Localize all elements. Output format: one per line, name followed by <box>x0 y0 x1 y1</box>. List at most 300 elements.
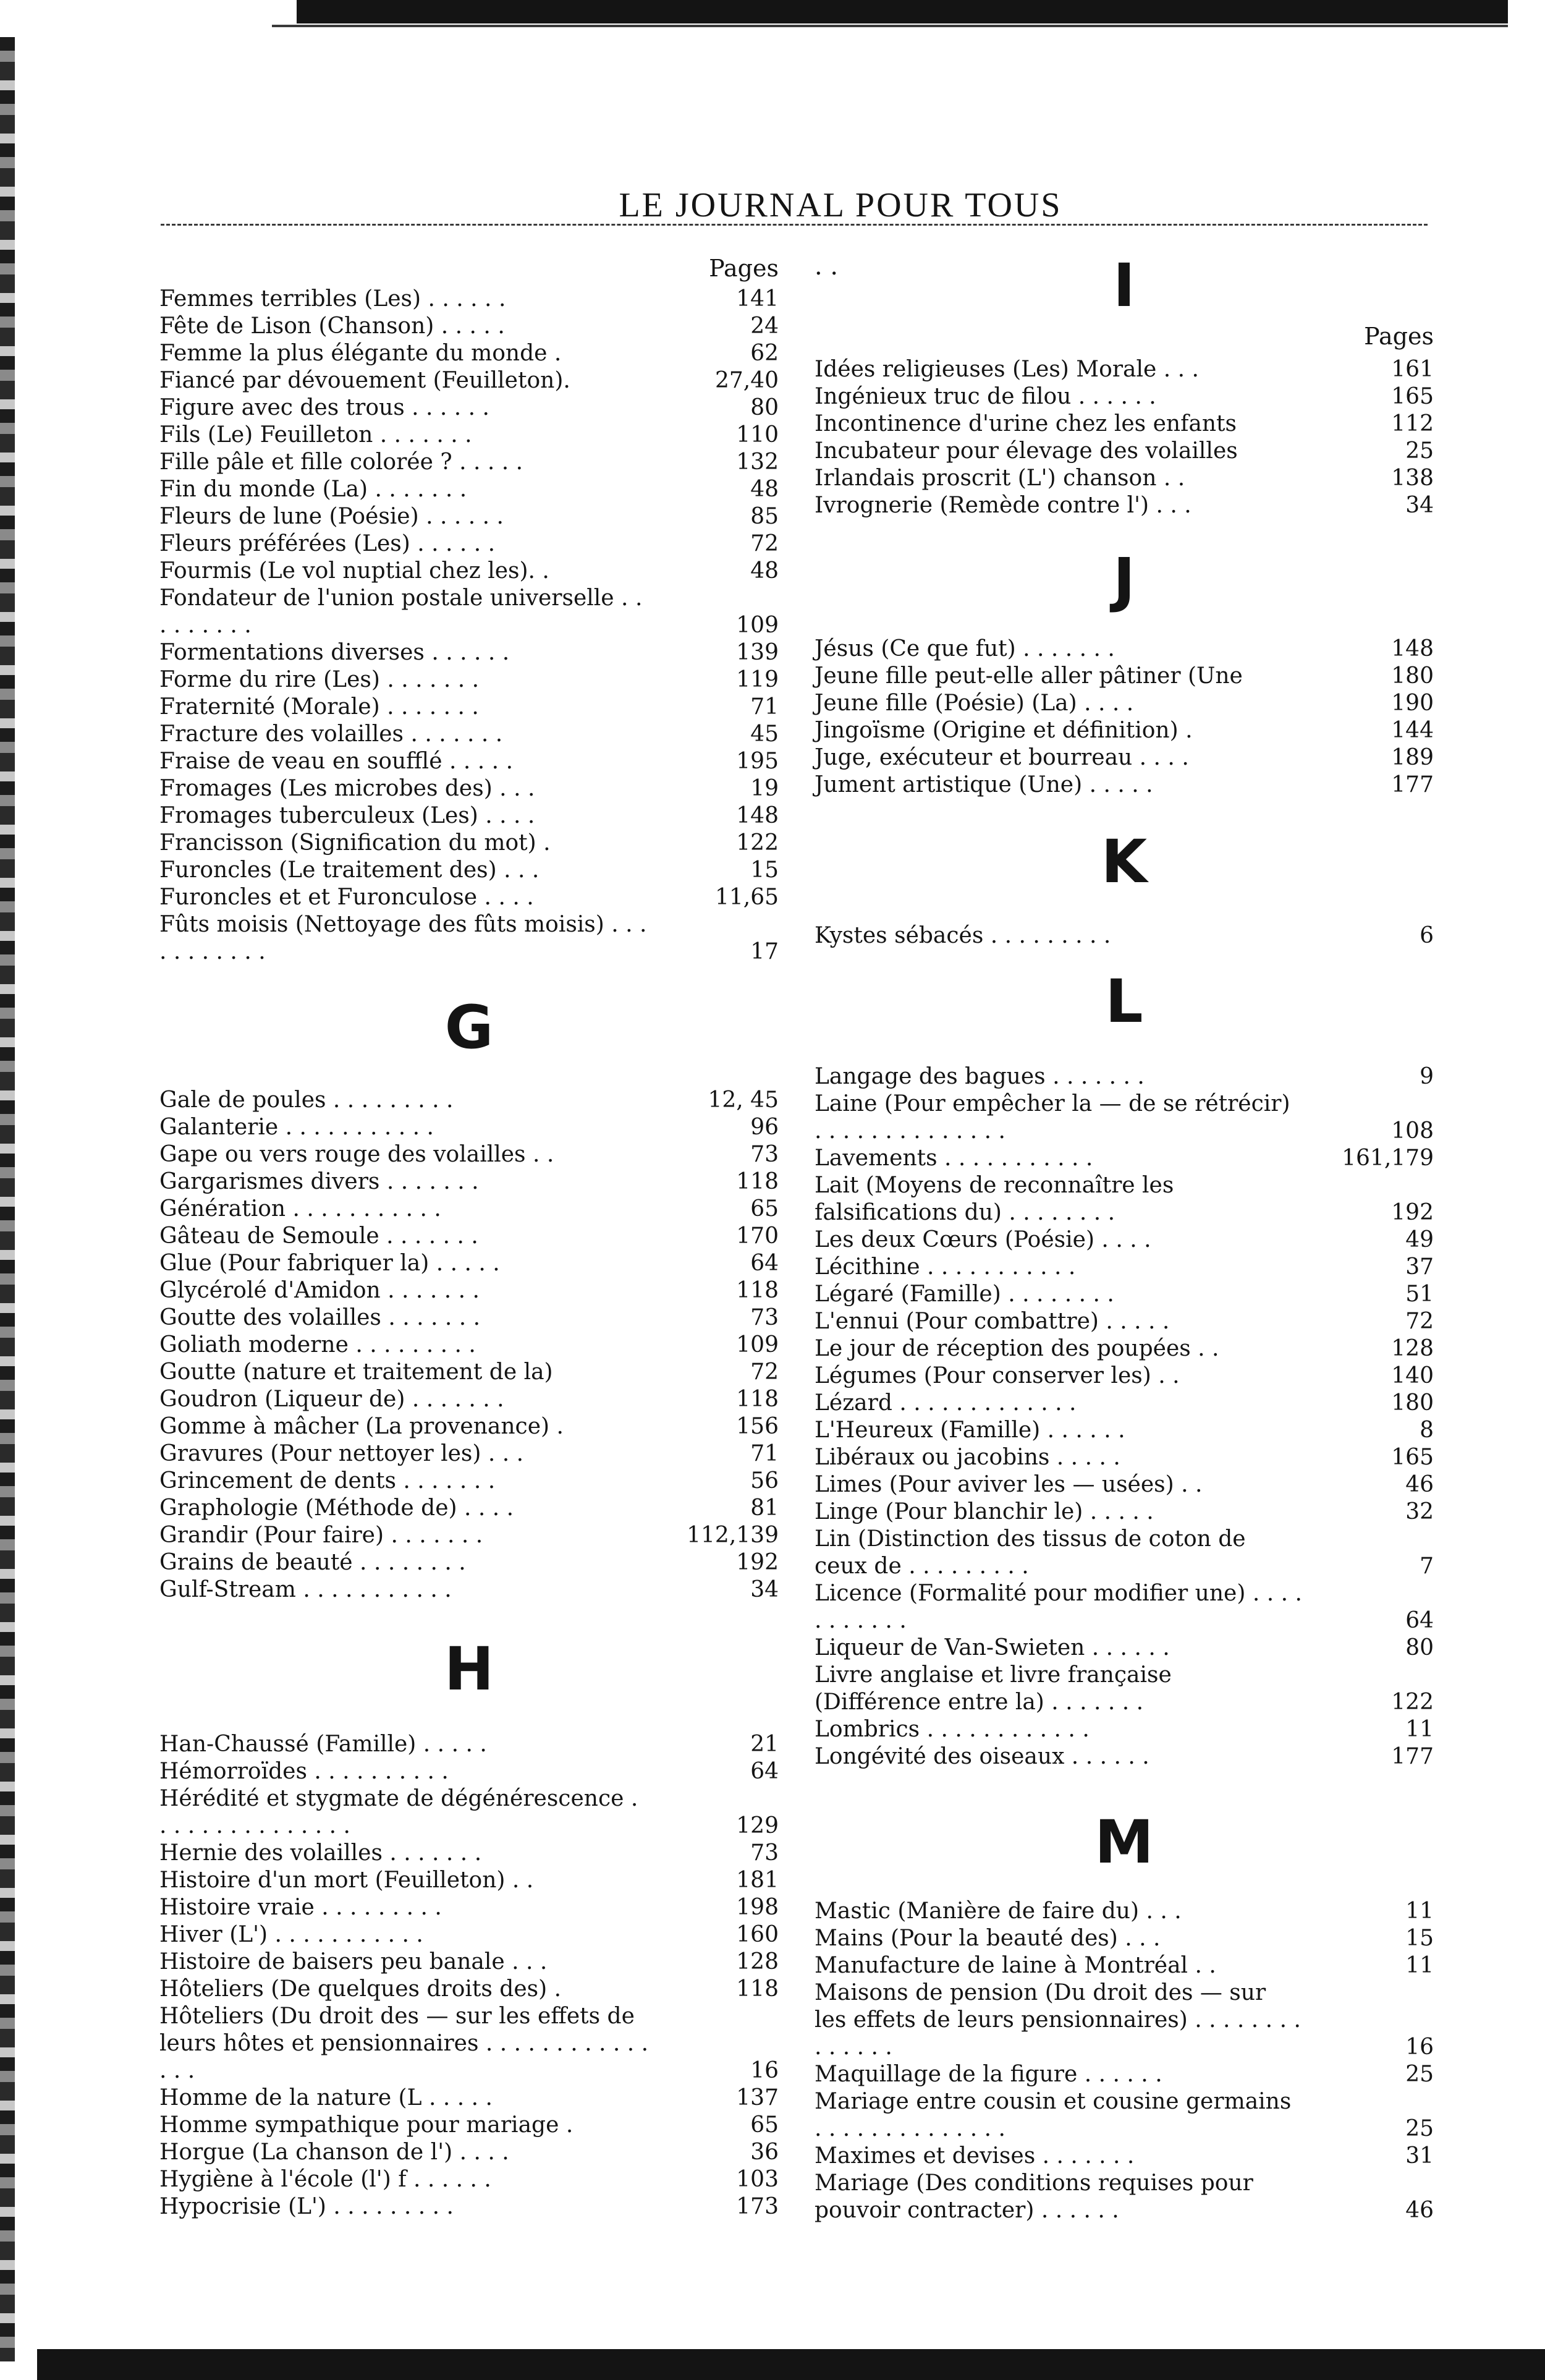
index-entry <box>159 1468 779 1495</box>
scan-border-left <box>0 37 15 2361</box>
index-entry <box>159 1495 779 1522</box>
index-entry-page: 46 <box>1405 1472 1434 1497</box>
index-entry-title: Manufacture de laine à Montréal . . <box>815 1953 1216 1978</box>
index-entry-title: Kystes sébacés . . . . . . . . . <box>815 923 1111 948</box>
index-entry-page: 34 <box>1405 493 1434 518</box>
index-entry-title: Formentations diverses . . . . . . <box>159 640 510 665</box>
index-entry-title: Légaré (Famille) . . . . . . . . <box>815 1281 1114 1307</box>
index-entry-title: Fiancé par dévouement (Feuilleton). <box>159 368 570 393</box>
index-entry-title: Incontinence d'urine chez les enfants <box>815 411 1237 436</box>
index-entry-page: 148 <box>736 803 779 828</box>
index-entry-page: 25 <box>1405 2062 1434 2087</box>
index-entry-title: Fraternité (Morale) . . . . . . . <box>159 694 479 720</box>
title-rule <box>161 224 1428 226</box>
index-entry <box>159 476 779 503</box>
index-entry <box>159 422 779 449</box>
index-entry <box>159 530 779 558</box>
index-entry <box>159 694 779 721</box>
page-title: LE JOURNAL POUR TOUS <box>619 186 1062 224</box>
index-entry-page: 11 <box>1405 1953 1434 1978</box>
index-entry-page: 27,40 <box>714 368 779 393</box>
index-entry-page: 72 <box>750 1359 779 1385</box>
index-entry-title: Homme de la nature (L . . . . . <box>159 2085 493 2110</box>
index-entry <box>159 1359 779 1386</box>
index-entry <box>159 1840 779 1867</box>
index-entry-page: 148 <box>1391 636 1434 661</box>
index-entry <box>159 313 779 340</box>
index-entry <box>159 1867 779 1894</box>
index-entry-page: 25 <box>1405 438 1434 464</box>
index-entry-title: Hernie des volailles . . . . . . . <box>159 1840 482 1866</box>
section-letter-l: L <box>1105 967 1143 1036</box>
index-entry-title: Mariage entre cousin et cousine germains . . . . . . . . . . . . . . <box>815 2089 1292 2141</box>
index-entry-title: Lombrics . . . . . . . . . . . . <box>815 1717 1090 1742</box>
index-entry-title: Hiver (L') . . . . . . . . . . . <box>159 1922 423 1947</box>
index-entry-title: Laine (Pour empêcher la — de se rétrécir) . . . . . . . . . . . . . . <box>815 1091 1290 1144</box>
index-entry-title: Fleurs préférées (Les) . . . . . . <box>159 531 496 556</box>
index-entry <box>815 1145 1434 1172</box>
index-entry-page: 16 <box>1405 2034 1434 2060</box>
index-entry-page: 11,65 <box>714 885 779 910</box>
index-entry-title: Mariage (Des conditions requises pour pouvoir contracter) . . . . . . <box>815 2170 1253 2223</box>
index-entry-page: 118 <box>736 1169 779 1194</box>
index-entry-page: 118 <box>736 1278 779 1303</box>
index-entry-page: 190 <box>1391 691 1434 716</box>
index-entry-page: 108 <box>1391 1118 1434 1144</box>
index-entry-page: 96 <box>750 1115 779 1140</box>
index-entry <box>159 2112 779 2139</box>
index-entry-page: 19 <box>750 776 779 801</box>
index-entry-page: 139 <box>736 640 779 665</box>
index-entry-page: 161,179 <box>1342 1145 1434 1171</box>
index-entry-page: 156 <box>736 1414 779 1439</box>
index-entry-title: Mastic (Manière de faire du) . . . <box>815 1898 1182 1924</box>
index-entry-page: 25 <box>1405 2116 1434 2141</box>
index-entry-title: Fourmis (Le vol nuptial chez les). . <box>159 558 549 584</box>
index-entry-title: Maisons de pension (Du droit des — sur les effets de leurs pensionnaires) . . . . . . . . . . . . . . <box>815 1980 1301 2060</box>
index-entry-page: 12, 45 <box>708 1087 779 1113</box>
index-entry <box>815 690 1434 717</box>
scan-border-bottom <box>37 2349 1545 2380</box>
index-entry-title: Grincement de dents . . . . . . . <box>159 1468 496 1494</box>
index-entry-title: Ivrognerie (Remède contre l') . . . <box>815 493 1192 518</box>
index-entry <box>159 775 779 802</box>
index-entry-title: Liqueur de Van-Swieten . . . . . . <box>815 1635 1170 1660</box>
index-entry <box>815 744 1434 771</box>
index-entry-page: 65 <box>750 1196 779 1222</box>
index-entry-title: Gargarismes divers . . . . . . . <box>159 1169 479 1194</box>
index-entry-page: 128 <box>736 1949 779 1974</box>
index-entry-page: 85 <box>750 504 779 529</box>
index-entry-page: 122 <box>736 830 779 856</box>
section-letter-h: H <box>444 1634 494 1704</box>
index-entry-page: 80 <box>750 395 779 420</box>
index-entry-page: 11 <box>1405 1717 1434 1742</box>
index-entry <box>815 1898 1434 1925</box>
index-entry-page: 72 <box>750 531 779 556</box>
index-entry <box>815 1090 1434 1145</box>
index-entry <box>159 1087 779 1114</box>
index-entry-page: 11 <box>1405 1898 1434 1924</box>
index-entry-page: 140 <box>1391 1363 1434 1388</box>
index-entry <box>159 884 779 911</box>
index-entry <box>159 2139 779 2166</box>
index-entry-page: 73 <box>750 1840 779 1866</box>
scan-border-line <box>272 25 1508 27</box>
index-entry-title: Histoire d'un mort (Feuilleton) . . <box>159 1868 534 1893</box>
index-entry <box>159 394 779 422</box>
index-entry-page: 24 <box>750 313 779 339</box>
section-letter-j: J <box>1113 545 1135 614</box>
index-entry <box>159 1921 779 1949</box>
index-entry-title: Gulf-Stream . . . . . . . . . . . <box>159 1577 452 1602</box>
index-entry <box>815 1417 1434 1444</box>
index-entry-page: 64 <box>1405 1608 1434 1633</box>
index-entry-title: Han-Chaussé (Famille) . . . . . <box>159 1732 487 1757</box>
stray-dots: · · <box>815 260 839 288</box>
section-letter-g: G <box>444 993 494 1062</box>
index-entry <box>815 410 1434 438</box>
index-entry <box>815 1498 1434 1526</box>
index-entry-title: Licence (Formalité pour modifier une) . . . . . . . . . . . <box>815 1581 1302 1633</box>
index-entry <box>159 1250 779 1277</box>
index-entry <box>815 1254 1434 1281</box>
index-entry-title: Gâteau de Semoule . . . . . . . <box>159 1223 478 1249</box>
index-entry-page: 138 <box>1391 465 1434 491</box>
index-entry-title: Libéraux ou jacobins . . . . . <box>815 1445 1120 1470</box>
index-entry-page: 192 <box>736 1550 779 1575</box>
index-entry <box>159 1549 779 1576</box>
index-entry-title: Figure avec des trous . . . . . . <box>159 395 489 420</box>
index-entry <box>815 1281 1434 1308</box>
index-entry-title: Goutte (nature et traitement de la) <box>159 1359 553 1385</box>
index-entry <box>159 367 779 394</box>
index-entry <box>159 1440 779 1468</box>
index-entry-page: 161 <box>1391 357 1434 382</box>
index-entry-page: 31 <box>1405 2143 1434 2169</box>
index-entry-title: Histoire vraie . . . . . . . . . <box>159 1895 442 1920</box>
index-entry <box>815 465 1434 492</box>
index-entry-title: Grandir (Pour faire) . . . . . . . <box>159 1523 483 1548</box>
index-entry <box>815 383 1434 410</box>
index-entry-page: 129 <box>736 1813 779 1838</box>
index-entry <box>159 2193 779 2221</box>
index-entry-title: Forme du rire (Les) . . . . . . . <box>159 667 480 692</box>
index-entry-title: Goliath moderne . . . . . . . . . <box>159 1332 476 1358</box>
index-entry-title: Livre anglaise et livre française (Différence entre la) . . . . . . . <box>815 1662 1172 1715</box>
index-entry-page: 122 <box>1391 1689 1434 1715</box>
index-entry-title: Fondateur de l'union postale universelle . . . . . . . . . <box>159 585 643 638</box>
index-entry-page: 72 <box>1405 1309 1434 1334</box>
index-entry-page: 144 <box>1391 718 1434 743</box>
index-entry-page: 15 <box>1405 1926 1434 1951</box>
index-entry-title: Francisson (Signification du mot) . <box>159 830 551 856</box>
index-entry <box>159 1413 779 1440</box>
index-entry-title: Mains (Pour la beauté des) . . . <box>815 1926 1161 1951</box>
index-entry-title: Fête de Lison (Chanson) . . . . . <box>159 313 505 339</box>
index-entry-page: 46 <box>1405 2198 1434 2223</box>
index-entry <box>159 1949 779 1976</box>
index-entry-title: Fin du monde (La) . . . . . . . <box>159 477 467 502</box>
index-entry-page: 56 <box>750 1468 779 1494</box>
index-entry-page: 173 <box>736 2194 779 2219</box>
index-entry-title: Longévité des oiseaux . . . . . . <box>815 1744 1149 1769</box>
index-entry-title: Ingénieux truc de filou . . . . . . <box>815 384 1156 409</box>
index-entry <box>815 1979 1434 2061</box>
index-entry-title: Irlandais proscrit (L') chanson . . <box>815 465 1185 491</box>
index-entry <box>159 911 779 966</box>
index-entry <box>159 1731 779 1758</box>
index-entry <box>815 663 1434 690</box>
index-entry-title: Graphologie (Méthode de) . . . . <box>159 1495 514 1521</box>
index-entry-title: Les deux Cœurs (Poésie) . . . . <box>815 1227 1151 1252</box>
index-entry <box>159 2085 779 2112</box>
index-entry-title: Fille pâle et fille colorée ? . . . . . <box>159 449 523 475</box>
index-entry-page: 81 <box>750 1495 779 1521</box>
index-entry <box>815 922 1434 950</box>
index-entry-page: 177 <box>1391 1744 1434 1769</box>
index-entry-page: 71 <box>750 1441 779 1466</box>
index-entry <box>815 1308 1434 1335</box>
index-entry <box>159 1277 779 1304</box>
index-entry-title: L'ennui (Pour combattre) . . . . . <box>815 1309 1170 1334</box>
index-entry-page: 109 <box>736 1332 779 1358</box>
index-entry-title: Jeune fille peut-elle aller pâtiner (Une <box>815 663 1243 689</box>
index-entry-page: 119 <box>736 667 779 692</box>
index-entry-title: Hôteliers (De quelques droits des) . <box>159 1976 562 2002</box>
index-entry-page: 170 <box>736 1223 779 1249</box>
index-entry-page: 16 <box>750 2058 779 2083</box>
index-entry-title: Fraise de veau en soufflé . . . . . <box>159 749 514 774</box>
index-entry-title: Fracture des volailles . . . . . . . <box>159 721 503 747</box>
index-entry <box>815 1716 1434 1743</box>
index-entry <box>159 1304 779 1332</box>
index-entry-title: Femmes terribles (Les) . . . . . . <box>159 286 506 312</box>
index-entry-title: Jésus (Ce que fut) . . . . . . . <box>815 636 1115 661</box>
index-entry <box>815 356 1434 383</box>
index-entry <box>159 1894 779 1921</box>
index-entry-title: Maquillage de la figure . . . . . . <box>815 2062 1162 2087</box>
index-entry-page: 37 <box>1405 1254 1434 1280</box>
index-entry-page: 49 <box>1405 1227 1434 1252</box>
index-entry-title: Goudron (Liqueur de) . . . . . . . <box>159 1387 504 1412</box>
index-entry-title: Homme sympathique pour mariage . <box>159 2112 574 2138</box>
index-entry-page: 165 <box>1391 1445 1434 1470</box>
index-entry-page: 165 <box>1391 384 1434 409</box>
index-entry <box>815 1526 1434 1580</box>
index-entry-title: Glue (Pour fabriquer la) . . . . . <box>159 1251 500 1276</box>
index-entry-page: 128 <box>1391 1336 1434 1361</box>
index-entry-page: 177 <box>1391 772 1434 797</box>
index-entry-page: 109 <box>736 613 779 638</box>
index-entry-page: 198 <box>736 1895 779 1920</box>
index-entry-title: Goutte des volailles . . . . . . . <box>159 1305 481 1330</box>
index-entry <box>159 1114 779 1141</box>
index-entry-page: 192 <box>1391 1200 1434 1225</box>
index-entry-title: Hémorroïdes . . . . . . . . . . <box>159 1759 449 1784</box>
index-entry-title: Furoncles (Le traitement des) . . . <box>159 857 540 883</box>
index-entry <box>159 1141 779 1168</box>
index-entry-title: Fils (Le) Feuilleton . . . . . . . <box>159 422 472 448</box>
index-entry <box>159 1576 779 1604</box>
index-entry-page: 6 <box>1420 923 1434 948</box>
scan-border-top <box>297 0 1508 23</box>
index-entry-title: Furoncles et et Furonculose . . . . <box>159 885 534 910</box>
index-entry-title: Jingoïsme (Origine et définition) . <box>815 718 1193 743</box>
index-entry-title: Femme la plus élégante du monde . <box>159 341 562 366</box>
section-letter-m: M <box>1094 1808 1154 1877</box>
index-entry <box>159 1168 779 1196</box>
index-entry <box>815 1662 1434 1716</box>
index-entry-page: 64 <box>750 1251 779 1276</box>
index-entry <box>815 1390 1434 1417</box>
index-entry-title: Glycérolé d'Amidon . . . . . . . <box>159 1278 480 1303</box>
pages-heading-right: Pages <box>1364 323 1434 350</box>
index-entry-page: 62 <box>750 341 779 366</box>
index-entry <box>159 558 779 585</box>
index-entry-title: Lavements . . . . . . . . . . . <box>815 1145 1093 1171</box>
index-entry-page: 48 <box>750 558 779 584</box>
index-entry-title: Langage des bagues . . . . . . . <box>815 1064 1145 1089</box>
index-entry-page: 80 <box>1405 1635 1434 1660</box>
index-entry-title: Jument artistique (Une) . . . . . <box>815 772 1153 797</box>
index-entry-page: 48 <box>750 477 779 502</box>
index-entry <box>159 340 779 367</box>
index-entry-title: Horgue (La chanson de l') . . . . <box>159 2140 509 2165</box>
index-entry-title: Hérédité et stygmate de dégénérescence . . . . . . . . . . . . . . . <box>159 1786 638 1838</box>
index-entry-page: 118 <box>736 1976 779 2002</box>
index-entry <box>159 2003 779 2085</box>
index-entry <box>159 1522 779 1549</box>
index-entry-title: Galanterie . . . . . . . . . . . <box>159 1115 434 1140</box>
section-letter-i: I <box>1113 251 1135 320</box>
index-entry-page: 36 <box>750 2140 779 2165</box>
index-entry-page: 7 <box>1420 1553 1434 1579</box>
index-entry-page: 17 <box>750 939 779 964</box>
index-entry <box>815 1226 1434 1254</box>
index-entry <box>159 585 779 639</box>
section-letter-k: K <box>1101 827 1148 896</box>
index-entry-title: Lécithine . . . . . . . . . . . <box>815 1254 1076 1280</box>
index-entry <box>159 503 779 530</box>
index-entry <box>159 2166 779 2193</box>
index-entry-title: Fromages (Les microbes des) . . . <box>159 776 535 801</box>
index-entry <box>815 1952 1434 1979</box>
index-entry <box>159 802 779 830</box>
index-entry <box>159 666 779 694</box>
index-entry <box>159 857 779 884</box>
index-entry-title: Génération . . . . . . . . . . . <box>159 1196 441 1222</box>
index-entry-page: 181 <box>736 1868 779 1893</box>
index-entry <box>159 830 779 857</box>
index-entry-title: Histoire de baisers peu banale . . . <box>159 1949 548 1974</box>
index-entry-page: 73 <box>750 1305 779 1330</box>
index-entry <box>159 1196 779 1223</box>
index-entry <box>815 1634 1434 1662</box>
index-entry <box>815 2170 1434 2224</box>
index-entry <box>815 2061 1434 2088</box>
index-entry <box>815 1743 1434 1770</box>
index-entry-page: 160 <box>736 1922 779 1947</box>
index-entry <box>815 2088 1434 2143</box>
index-entry <box>159 1386 779 1413</box>
index-entry <box>815 1362 1434 1390</box>
index-entry-title: Gomme à mâcher (La provenance) . <box>159 1414 564 1439</box>
index-entry <box>159 748 779 775</box>
index-entry-title: Lin (Distinction des tissus de coton de ceux de . . . . . . . . . <box>815 1526 1246 1579</box>
index-entry <box>815 2143 1434 2170</box>
index-entry-page: 8 <box>1420 1417 1434 1443</box>
index-entry-page: 137 <box>736 2085 779 2110</box>
index-entry-title: Limes (Pour aviver les — usées) . . <box>815 1472 1203 1497</box>
index-entry <box>159 1758 779 1785</box>
index-entry-title: Hygiène à l'école (l') f . . . . . . <box>159 2167 491 2192</box>
index-entry-title: Maximes et devises . . . . . . . <box>815 2143 1135 2169</box>
index-entry-page: 71 <box>750 694 779 720</box>
index-entry <box>159 639 779 666</box>
index-entry <box>815 771 1434 799</box>
index-entry-page: 180 <box>1391 1390 1434 1416</box>
index-entry-title: Hypocrisie (L') . . . . . . . . . <box>159 2194 454 2219</box>
index-entry-page: 132 <box>736 449 779 475</box>
index-entry <box>815 492 1434 519</box>
index-entry-page: 112 <box>1391 411 1434 436</box>
index-entry <box>815 635 1434 663</box>
index-entry-page: 118 <box>736 1387 779 1412</box>
index-entry-title: Idées religieuses (Les) Morale . . . <box>815 357 1199 382</box>
index-entry <box>159 449 779 476</box>
index-entry-page: 103 <box>736 2167 779 2192</box>
index-entry-page: 141 <box>736 286 779 312</box>
index-entry-page: 195 <box>736 749 779 774</box>
index-entry-page: 110 <box>736 422 779 448</box>
index-entry-page: 64 <box>750 1759 779 1784</box>
index-entry <box>159 721 779 748</box>
index-entry-page: 189 <box>1391 745 1434 770</box>
index-entry-title: Jeune fille (Poésie) (La) . . . . <box>815 691 1134 716</box>
index-entry-title: Gape ou vers rouge des volailles . . <box>159 1142 554 1167</box>
index-entry-page: 9 <box>1420 1064 1434 1089</box>
index-entry <box>159 1976 779 2003</box>
index-entry <box>159 286 779 313</box>
index-entry <box>815 438 1434 465</box>
index-entry <box>815 1335 1434 1362</box>
index-entry-title: Incubateur pour élevage des volailles <box>815 438 1238 464</box>
index-entry <box>815 1172 1434 1226</box>
index-entry-title: Lait (Moyens de reconnaître les falsifications du) . . . . . . . . <box>815 1173 1174 1225</box>
index-entry-title: Linge (Pour blanchir le) . . . . . <box>815 1499 1154 1524</box>
index-entry <box>815 1063 1434 1090</box>
index-entry-page: 112,139 <box>687 1523 779 1548</box>
index-entry-title: L'Heureux (Famille) . . . . . . <box>815 1417 1125 1443</box>
index-entry-page: 73 <box>750 1142 779 1167</box>
index-entry-title: Hôteliers (Du droit des — sur les effets de leurs hôtes et pensionnaires . . . . . . . . . . . . . . . <box>159 2004 649 2083</box>
index-entry <box>815 1925 1434 1952</box>
index-entry-page: 32 <box>1405 1499 1434 1524</box>
index-entry <box>815 717 1434 744</box>
index-entry-page: 34 <box>750 1577 779 1602</box>
index-entry-page: 45 <box>750 721 779 747</box>
index-entry-page: 51 <box>1405 1281 1434 1307</box>
pages-heading: Pages <box>709 255 779 282</box>
index-entry-page: 65 <box>750 2112 779 2138</box>
index-entry-title: Gravures (Pour nettoyer les) . . . <box>159 1441 524 1466</box>
index-entry-title: Fromages tuberculeux (Les) . . . . <box>159 803 535 828</box>
index-entry-page: 15 <box>750 857 779 883</box>
index-entry-title: Lézard . . . . . . . . . . . . . <box>815 1390 1077 1416</box>
index-entry <box>815 1471 1434 1498</box>
index-entry-title: Grains de beauté . . . . . . . . <box>159 1550 466 1575</box>
